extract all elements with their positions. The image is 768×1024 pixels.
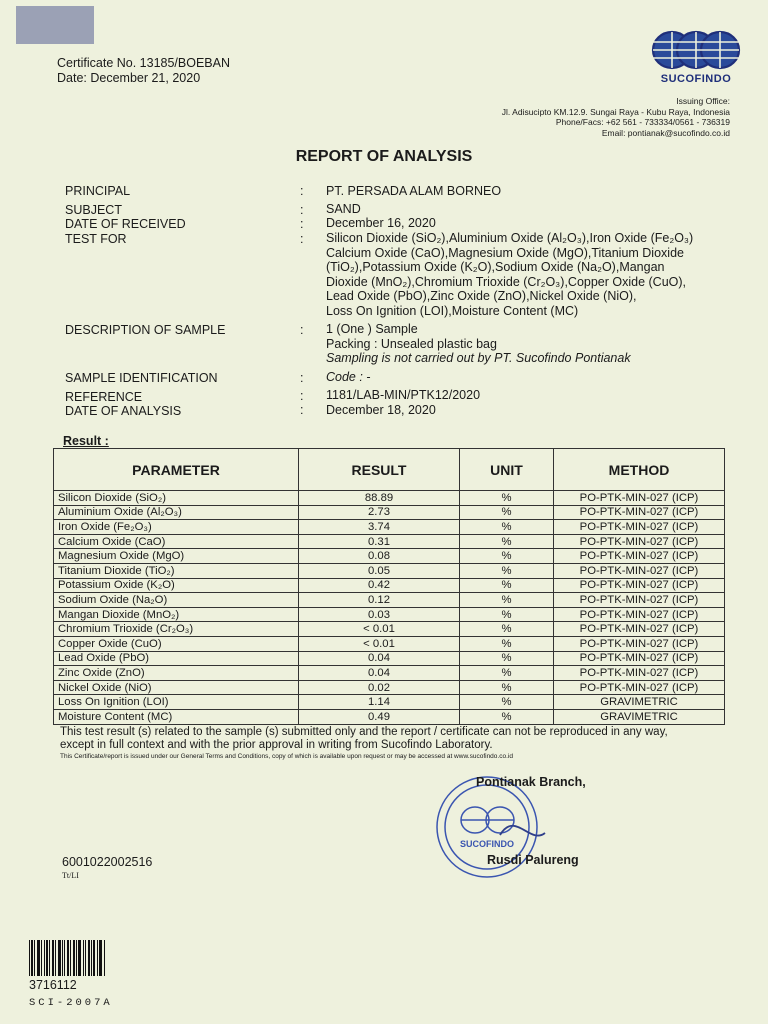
cell-parameter: Moisture Content (MC)	[54, 709, 299, 724]
cell-parameter: Sodium Oxide (Na₂O)	[54, 593, 299, 608]
cell-unit: %	[460, 636, 554, 651]
cell-unit: %	[460, 578, 554, 593]
cell-method: PO-PTK-MIN-027 (ICP)	[554, 622, 725, 637]
barcode-bar	[46, 940, 48, 976]
corner-pattern	[16, 6, 94, 44]
description-value	[326, 322, 631, 366]
cell-result: 0.42	[299, 578, 460, 593]
cell-method: PO-PTK-MIN-027 (ICP)	[554, 651, 725, 666]
cell-method: GRAVIMETRIC	[554, 709, 725, 724]
table-row	[54, 666, 725, 681]
colon: :	[300, 323, 304, 337]
cell-method: PO-PTK-MIN-027 (ICP)	[554, 520, 725, 535]
logo-wordmark: SUCOFINDO	[660, 73, 732, 85]
cell-unit: %	[460, 505, 554, 520]
colon: :	[300, 389, 304, 403]
barcode-bar	[78, 940, 81, 976]
table-row	[54, 491, 725, 506]
cell-parameter: Calcium Oxide (CaO)	[54, 534, 299, 549]
cell-parameter: Titanium Dioxide (TiO₂)	[54, 563, 299, 578]
header-result: RESULT	[299, 449, 460, 491]
barcode-bar	[62, 940, 63, 976]
cell-parameter: Chromium Trioxide (Cr₂O₃)	[54, 622, 299, 637]
svg-text:SUCOFINDO: SUCOFINDO	[460, 839, 514, 849]
cell-unit: %	[460, 491, 554, 506]
cell-unit: %	[460, 651, 554, 666]
cell-unit: %	[460, 563, 554, 578]
cell-method: PO-PTK-MIN-027 (ICP)	[554, 549, 725, 564]
testfor-line: Calcium Oxide (CaO),Magnesium Oxide (MgO),Titanium Dioxide	[326, 245, 684, 260]
barcode-bar	[52, 940, 54, 976]
colon: :	[300, 232, 304, 246]
barcode-bar	[41, 940, 42, 976]
cell-method: PO-PTK-MIN-027 (ICP)	[554, 607, 725, 622]
analysis-value: December 18, 2020	[326, 403, 436, 417]
table-row	[54, 695, 725, 710]
table-row	[54, 593, 725, 608]
table-row	[54, 680, 725, 695]
barcode	[29, 940, 107, 981]
cell-unit: %	[460, 607, 554, 622]
cell-parameter: Nickel Oxide (NiO)	[54, 680, 299, 695]
sample-count: 1 (One ) Sample	[326, 322, 418, 336]
packing: Packing : Unsealed plastic bag	[326, 336, 497, 351]
cell-result: 88.89	[299, 491, 460, 506]
barcode-bar	[97, 940, 98, 976]
cell-method: PO-PTK-MIN-027 (ICP)	[554, 505, 725, 520]
table-row	[54, 520, 725, 535]
cell-result: 0.49	[299, 709, 460, 724]
disclaimer	[60, 726, 740, 752]
testfor-line: Dioxide (MnO₂),Chromium Trioxide (Cr₂O₃),Copper Oxide (CuO),	[326, 274, 687, 289]
barcode-bar	[99, 940, 102, 976]
cell-unit: %	[460, 666, 554, 681]
barcode-bar	[83, 940, 84, 976]
table-row	[54, 534, 725, 549]
testfor-line: Silicon Dioxide (SiO₂),Aluminium Oxide (Al₂O₃),Iron Oxide (Fe₂O₃)	[326, 231, 694, 245]
certificate-header	[57, 56, 230, 86]
office-phone: Phone/Facs: +62 561 - 733334/0561 - 736319	[555, 117, 730, 127]
barcode-bar	[73, 940, 75, 976]
table-row	[54, 505, 725, 520]
barcode-bar	[31, 940, 33, 976]
reference-value: 1181/LAB-MIN/PTK12/2020	[326, 388, 481, 402]
cell-unit: %	[460, 709, 554, 724]
cell-result: 0.02	[299, 680, 460, 695]
cell-method: GRAVIMETRIC	[554, 695, 725, 710]
cell-parameter: Iron Oxide (Fe₂O₃)	[54, 520, 299, 535]
barcode-bar	[58, 940, 61, 976]
table-header-row	[54, 449, 725, 491]
cell-parameter: Zinc Oxide (ZnO)	[54, 666, 299, 681]
office-label: Issuing Office:	[676, 96, 730, 106]
received-label: DATE OF RECEIVED	[65, 217, 186, 231]
cell-unit: %	[460, 520, 554, 535]
cell-unit: %	[460, 549, 554, 564]
cell-result: 0.03	[299, 607, 460, 622]
cell-result: 0.12	[299, 593, 460, 608]
barcode-bar	[55, 940, 56, 976]
colon: :	[300, 217, 304, 231]
cell-method: PO-PTK-MIN-027 (ICP)	[554, 491, 725, 506]
barcode-bar	[93, 940, 95, 976]
typist-initials: Tt/LI	[62, 871, 79, 880]
table-row	[54, 636, 725, 651]
cell-parameter: Copper Oxide (CuO)	[54, 636, 299, 651]
testfor-line: Loss On Ignition (LOI),Moisture Content (MC)	[326, 303, 579, 318]
results-table	[53, 448, 725, 725]
barcode-bar	[49, 940, 50, 976]
colon: :	[300, 403, 304, 417]
cell-result: < 0.01	[299, 636, 460, 651]
barcode-bar	[91, 940, 92, 976]
cell-unit: %	[460, 680, 554, 695]
table-row	[54, 709, 725, 724]
cell-parameter: Lead Oxide (PbO)	[54, 651, 299, 666]
disclaimer-line: except in full context and with the prior approval in writing from Sucofindo Laboratory.	[60, 739, 493, 751]
barcode-number: 3716112	[29, 978, 77, 992]
certificate-date: Date: December 21, 2020	[57, 71, 201, 85]
cell-parameter: Loss On Ignition (LOI)	[54, 695, 299, 710]
table-row	[54, 563, 725, 578]
barcode-bar	[64, 940, 65, 976]
barcode-bar	[85, 940, 86, 976]
testfor-value	[326, 231, 693, 318]
barcode-bar	[34, 940, 35, 976]
cell-parameter: Silicon Dioxide (SiO₂)	[54, 491, 299, 506]
result-heading: Result :	[63, 434, 109, 448]
cell-result: 2.73	[299, 505, 460, 520]
cell-unit: %	[460, 695, 554, 710]
branch-name: Pontianak Branch,	[476, 775, 586, 789]
received-value: December 16, 2020	[326, 216, 436, 230]
colon: :	[300, 184, 304, 198]
company-stamp	[430, 775, 550, 890]
cell-method: PO-PTK-MIN-027 (ICP)	[554, 563, 725, 578]
cell-parameter: Mangan Dioxide (MnO₂)	[54, 607, 299, 622]
colon: :	[300, 371, 304, 385]
cell-result: 0.05	[299, 563, 460, 578]
cell-result: 3.74	[299, 520, 460, 535]
table-row	[54, 622, 725, 637]
identification-label: SAMPLE IDENTIFICATION	[65, 371, 218, 385]
sampling-note: Sampling is not carried out by PT. Sucofindo Pontianak	[326, 351, 631, 365]
subject-label: SUBJECT	[65, 203, 122, 217]
report-title: REPORT OF ANALYSIS	[295, 148, 473, 165]
cell-result: < 0.01	[299, 622, 460, 637]
barcode-bar	[44, 940, 45, 976]
cell-parameter: Magnesium Oxide (MgO)	[54, 549, 299, 564]
analysis-label: DATE OF ANALYSIS	[65, 404, 182, 418]
globe-logo-icon	[649, 29, 743, 71]
cell-method: PO-PTK-MIN-027 (ICP)	[554, 680, 725, 695]
cell-method: PO-PTK-MIN-027 (ICP)	[554, 578, 725, 593]
cell-result: 0.08	[299, 549, 460, 564]
header-unit: UNIT	[460, 449, 554, 491]
subject-value: SAND	[326, 202, 361, 216]
barcode-bar	[70, 940, 71, 976]
barcode-bar	[37, 940, 40, 976]
barcode-bar	[76, 940, 77, 976]
cell-parameter: Aluminium Oxide (Al₂O₃)	[54, 505, 299, 520]
principal-value: PT. PERSADA ALAM BORNEO	[326, 184, 502, 198]
table-row	[54, 651, 725, 666]
header-parameter: PARAMETER	[54, 449, 299, 491]
barcode-bar	[29, 940, 30, 976]
cell-unit: %	[460, 593, 554, 608]
reference-label: REFERENCE	[65, 390, 143, 404]
colon: :	[300, 203, 304, 217]
cell-method: PO-PTK-MIN-027 (ICP)	[554, 593, 725, 608]
principal-label: PRINCIPAL	[65, 184, 131, 198]
cell-method: PO-PTK-MIN-027 (ICP)	[554, 636, 725, 651]
barcode-bar	[67, 940, 69, 976]
cell-method: PO-PTK-MIN-027 (ICP)	[554, 666, 725, 681]
cell-result: 1.14	[299, 695, 460, 710]
issuing-office	[502, 96, 730, 138]
table-row	[54, 549, 725, 564]
signer-name: Rusdi Palureng	[487, 853, 579, 867]
cell-parameter: Potassium Oxide (K₂O)	[54, 578, 299, 593]
cell-unit: %	[460, 622, 554, 637]
table-row	[54, 578, 725, 593]
identification-value: Code : -	[326, 370, 371, 384]
description-label: DESCRIPTION OF SAMPLE	[65, 323, 226, 337]
testfor-line: Lead Oxide (PbO),Zinc Oxide (ZnO),Nickel Oxide (NiO),	[326, 289, 637, 303]
cell-result: 0.04	[299, 651, 460, 666]
office-email: Email: pontianak@sucofindo.co.id	[601, 127, 730, 138]
cell-result: 0.31	[299, 534, 460, 549]
barcode-bar	[88, 940, 90, 976]
cell-result: 0.04	[299, 666, 460, 681]
form-code: SCI-2007A	[29, 997, 113, 1009]
terms-note: This Certificate/report is issued under our General Terms and Conditions, copy of which is available upon request or may be accessed at www.sucofindo.co.id	[60, 753, 513, 760]
disclaimer-line: This test result (s) related to the sample (s) submitted only and the report / certificate can not be reproduced in any way,	[60, 726, 668, 738]
testfor-line: (TiO₂),Potassium Oxide (K₂O),Sodium Oxide (Na₂O),Mangan	[326, 260, 665, 274]
testfor-label: TEST FOR	[65, 232, 127, 246]
document-number: 6001022002516	[62, 855, 153, 869]
sucofindo-logo	[648, 29, 744, 85]
cell-unit: %	[460, 534, 554, 549]
table-body	[54, 491, 725, 725]
header-method: METHOD	[554, 449, 725, 491]
office-address: Jl. Adisucipto KM.12.9. Sungai Raya - Kubu Raya, Indonesia	[501, 106, 730, 117]
certificate-number: Certificate No. 13185/BOEBAN	[57, 56, 230, 70]
barcode-bar	[104, 940, 105, 976]
cell-method: PO-PTK-MIN-027 (ICP)	[554, 534, 725, 549]
table-row	[54, 607, 725, 622]
